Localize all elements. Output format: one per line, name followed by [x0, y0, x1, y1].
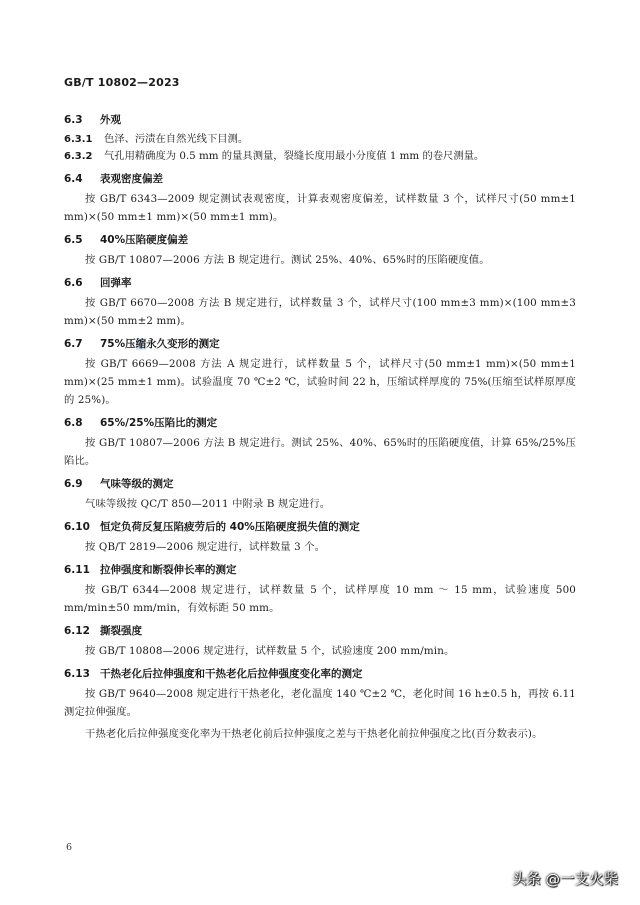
- section-title: 撕裂强度: [100, 625, 142, 637]
- section-heading-6-8: [64, 413, 576, 434]
- section-paragraph-6-9: 气味等级按 QC/T 850—2011 中附录 B 规定进行。: [85, 498, 331, 510]
- section-heading-6-11: [64, 560, 576, 581]
- section-paragraph-6-10: 按 QB/T 2819—2006 规定进行，试样数量 3 个。: [85, 541, 326, 553]
- section-number: 6.12: [64, 625, 90, 637]
- section-heading-6-4: [64, 169, 576, 190]
- section-title: 干热老化后拉伸强度和干热老化后拉伸强度变化率的测定: [100, 668, 363, 680]
- section-paragraph-6-7: 按 GB/T 6669—2008 方法 A 规定进行，试样数量 5 个，试样尺寸(50 mm±1 mm)×(50 mm±1 mm)×(25 mm±1 mm)。试验温度 70 ℃±2 ℃，试验时间 22 h，压缩试样厚度的 75%(压缩至试样原厚度的 25%)。: [64, 358, 576, 406]
- section-heading-6-7: [64, 334, 576, 355]
- clause-text: 气孔用精确度为 0.5 mm 的量具测量，裂缝长度用最小分度值 1 mm 的卷尺测量。: [104, 150, 485, 162]
- document-body: [64, 110, 576, 747]
- section-heading-6-5: [64, 230, 576, 251]
- section-title: 拉伸强度和断裂伸长率的测定: [100, 564, 237, 576]
- section-title: 65%/25%压陷比的测定: [100, 417, 218, 429]
- clause-number: 6.3.1: [64, 134, 93, 145]
- section-paragraph-6-4: 按 GB/T 6343—2009 规定测试表观密度，计算表观密度偏差，试样数量 3 个，试样尺寸(50 mm±1 mm)×(50 mm±1 mm)×(50 mm±1 mm)。: [64, 193, 576, 223]
- section-paragraph-6-5: 按 GB/T 10807—2006 方法 B 规定进行。测试 25%、40%、65%时的压陷硬度值。: [85, 254, 490, 266]
- section-number: 6.6: [64, 277, 83, 289]
- section-heading-6-10: [64, 517, 576, 538]
- section-title: 气味等级的测定: [100, 478, 174, 490]
- section-number: 6.11: [64, 564, 90, 576]
- page-number: 6: [66, 842, 73, 853]
- section-number: 6.5: [64, 234, 83, 246]
- section-heading-6-6: [64, 273, 576, 294]
- section-number: 6.7: [64, 338, 83, 350]
- section-number: 6.8: [64, 417, 83, 429]
- standard-number-header: GB/T 10802—2023: [64, 76, 180, 89]
- section-heading-6-12: [64, 621, 576, 642]
- section-title-part: 75%压: [100, 338, 136, 350]
- section-number: 6.13: [64, 668, 90, 680]
- section-title-part: 永久变形的测定: [146, 338, 220, 350]
- section-title: 外观: [100, 114, 121, 126]
- clause-6-3-1: [64, 131, 576, 148]
- section-paragraph-6-8: 按 GB/T 10807—2006 方法 B 规定进行。测试 25%、40%、65%时的压陷硬度值，计算 65%/25%压陷比。: [64, 437, 576, 467]
- section-heading-6-3: [64, 110, 576, 131]
- text-selection-highlight: 缩: [135, 338, 147, 350]
- section-title: 恒定负荷反复压陷疲劳后的 40%压陷硬度损失值的测定: [100, 521, 360, 533]
- clause-text: 色泽、污渍在自然光线下目测。: [104, 133, 249, 145]
- clause-6-3-2: [64, 148, 576, 165]
- section-paragraph-6-13-a: 按 GB/T 9640—2008 规定进行干热老化，老化温度 140 ℃±2 ℃，老化时间 16 h±0.5 h，再按 6.11 测定拉伸强度。: [64, 688, 576, 718]
- clause-number: 6.3.2: [64, 151, 93, 162]
- section-number: 6.10: [64, 521, 90, 533]
- section-paragraph-6-12: 按 GB/T 10808—2006 规定进行，试样数量 5 个，试验速度 200 mm/min。: [85, 645, 455, 657]
- section-number: 6.4: [64, 173, 83, 185]
- section-number: 6.9: [64, 478, 83, 490]
- section-heading-6-9: [64, 474, 576, 495]
- section-title: 回弹率: [100, 277, 132, 289]
- section-title: 40%压陷硬度偏差: [100, 234, 189, 246]
- section-paragraph-6-6: 按 GB/T 6670—2008 方法 B 规定进行，试样数量 3 个，试样尺寸(100 mm±3 mm)×(100 mm±3 mm)×(50 mm±2 mm)。: [64, 297, 576, 327]
- section-number: 6.3: [64, 114, 83, 126]
- section-title: 表观密度偏差: [100, 173, 163, 185]
- section-paragraph-6-11: 按 GB/T 6344—2008 规定进行，试样数量 5 个，试样厚度 10 mm ～ 15 mm，试验速度 500 mm/min±50 mm/min，有效标距 50 mm。: [64, 584, 576, 614]
- section-heading-6-13: [64, 664, 576, 685]
- section-paragraph-6-13-b: 干热老化后拉伸强度变化率为干热老化前后拉伸强度之差与干热老化前拉伸强度之比(百分数表示)。: [85, 728, 543, 740]
- source-watermark: 头条 @一支火柴: [511, 872, 618, 888]
